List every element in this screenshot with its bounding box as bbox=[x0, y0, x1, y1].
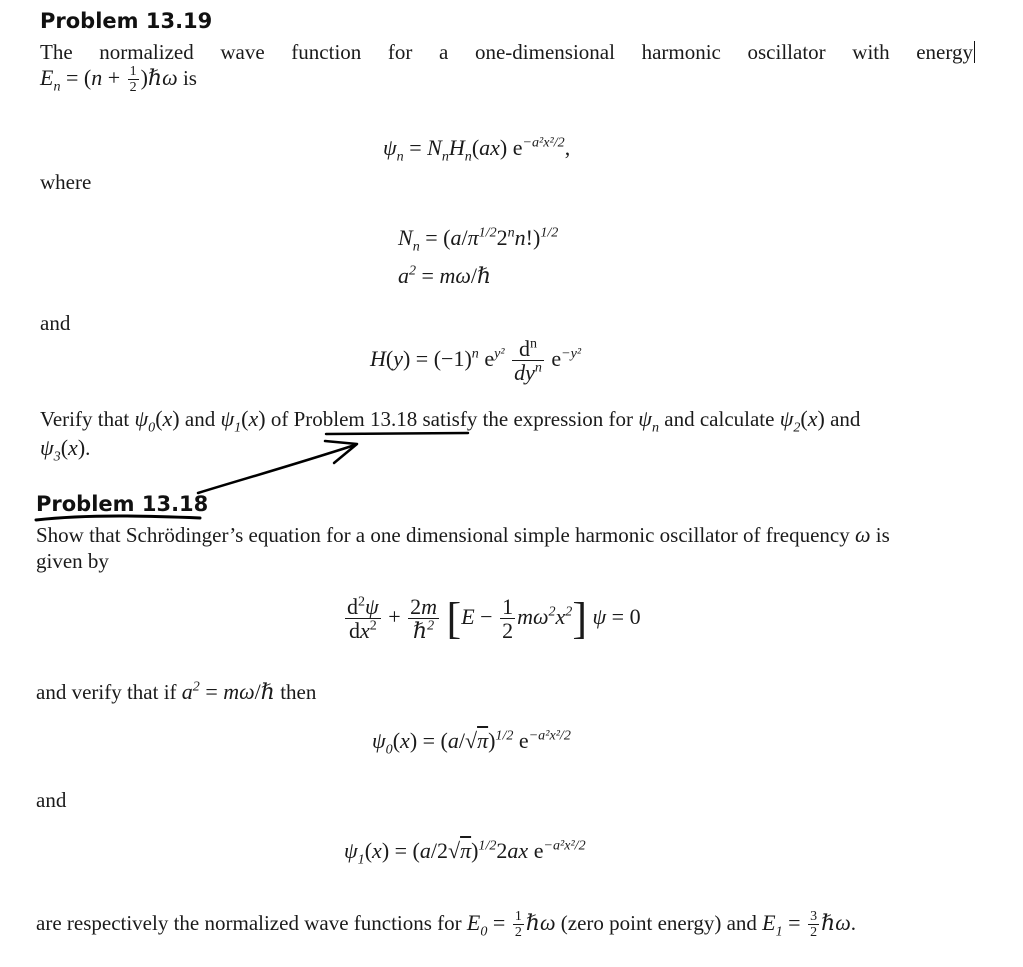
psi0-equation: $\psi_0(x) = (a/√\pi)^{1/2}$ $e^{-a^2x^2/2}$ bbox=[372, 727, 571, 758]
final-end-period: . bbox=[850, 911, 857, 936]
and-label-2: and bbox=[36, 788, 67, 812]
psi1-symbol: $\psi_1(x)$ bbox=[220, 406, 266, 436]
verify-text-b: of Problem 13.18 satisfy the expression for bbox=[270, 407, 634, 431]
psi1-equation: $\psi_1(x) = (a/2√\pi)^{1/2}2ax$ $e^{-a^2x^2/2}$ bbox=[344, 837, 586, 868]
omega-symbol: ω bbox=[855, 522, 871, 547]
energy-is-text: is bbox=[182, 66, 197, 91]
e1-formula: $E_1$ = $\frac{3}{2}$ ℏω bbox=[762, 909, 851, 940]
final-text-a: are respectively the normalized wave functions for bbox=[36, 911, 462, 936]
psi0-symbol: $\psi_0(x)$ bbox=[134, 406, 180, 436]
a-squared-equation: $a^2$ = mω/ℏ bbox=[398, 262, 492, 288]
psi-n-equation: $\psi_n = N_nH_n(ax)$ $e^{-a^2x^2/2}$, bbox=[383, 134, 571, 165]
energy-formula: $E_n = (n$ + $\frac{1}{2}$ )ℏω bbox=[40, 64, 178, 95]
psi2-symbol: $\psi_2(x)$ bbox=[779, 406, 825, 436]
p1318-intro-text: Show that Schrödinger’s equation for a one dimensional simple harmonic oscillator of frequency bbox=[36, 523, 850, 547]
underline-problem-13-18-heading bbox=[36, 516, 200, 520]
psin-symbol: $\psi_n$ bbox=[638, 406, 660, 436]
p1318-intro-is: is bbox=[875, 523, 890, 547]
where-label: where bbox=[40, 170, 92, 194]
underline-problem-13-18-reference bbox=[326, 433, 468, 434]
verify-text-d: and bbox=[830, 407, 861, 431]
given-by-label: given by bbox=[36, 549, 109, 573]
arrow-curve bbox=[198, 445, 355, 493]
final-text-b: (zero point energy) and bbox=[560, 911, 757, 936]
verify-text-and: and bbox=[184, 407, 216, 431]
psi3-symbol: $\psi_3(x)$ bbox=[40, 435, 86, 465]
and-label-1: and bbox=[40, 311, 71, 335]
verify-text-c: and calculate bbox=[664, 407, 775, 431]
verify-end-period: . bbox=[85, 436, 91, 460]
schrodinger-equation: $\frac{d^2\psi}{dx^2}$ + $\frac{2m}{\hbar^2}$ [E − $\frac{1}{2}$ $m\omega^2x^2$] ψ = 0 bbox=[347, 593, 641, 643]
verify-text-a: Verify that bbox=[40, 407, 130, 431]
e0-formula: $E_0$ = $\frac{1}{2}$ ℏω bbox=[466, 909, 556, 940]
a-squared-inline: $a^2$ = mω/ℏ bbox=[181, 678, 275, 704]
problem-13-18-heading: Problem 13.18 bbox=[36, 492, 209, 516]
and-verify-text: and verify that if bbox=[36, 680, 177, 704]
problem-13-19-heading: Problem 13.19 bbox=[40, 9, 213, 33]
normalization-equation: $N_n = (a/\pi^{1/2}2^nn!)^{1/2}$ bbox=[398, 224, 559, 255]
then-text: then bbox=[280, 680, 317, 704]
hermite-equation: $H(y) = (-1)^n$ $e^{y^2}$ $\frac{d^n}{dy^n}$ $e^{-y^2}$ bbox=[370, 335, 582, 385]
p1319-intro-text: The normalized wave function for a one-dimensional harmonic oscillator with energy bbox=[40, 40, 973, 64]
